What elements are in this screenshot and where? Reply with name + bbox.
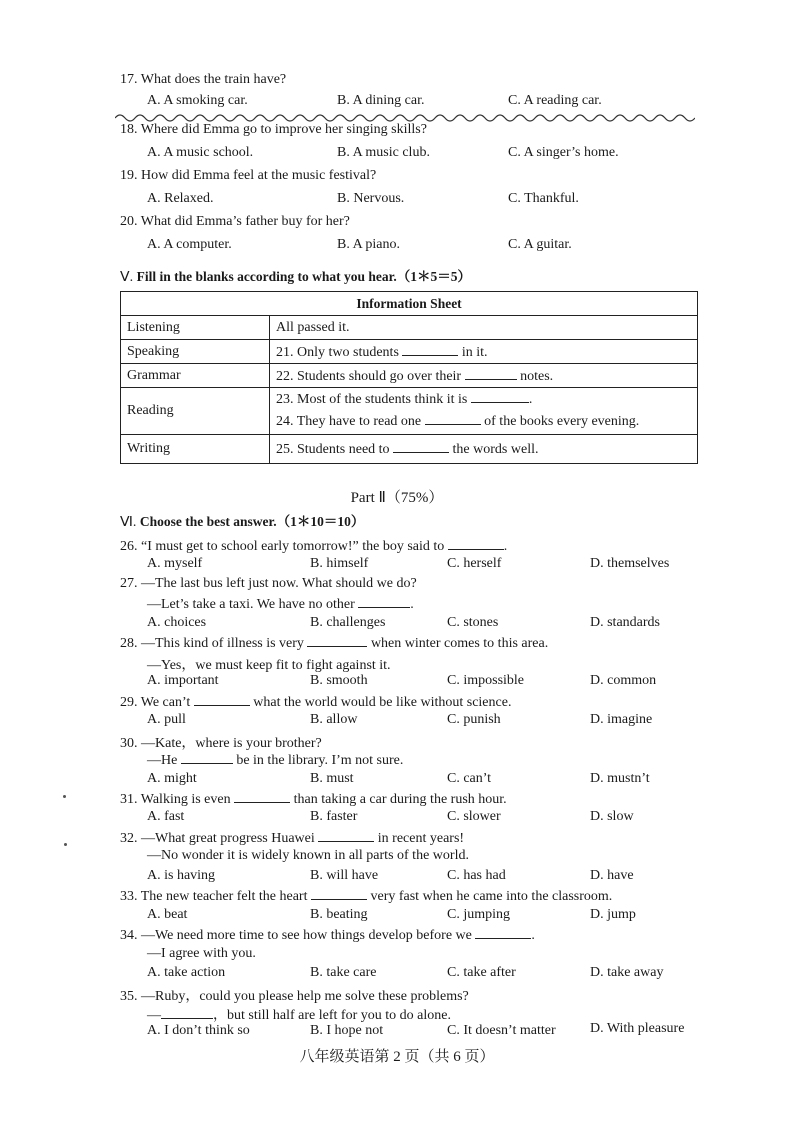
question-34-stem — [120, 926, 535, 944]
page-footer: 八年级英语第 2 页（共 6 页） — [299, 1049, 495, 1065]
question-32-response: —No wonder it is widely known in all parts of the world. — [147, 848, 469, 863]
scan-speck — [64, 843, 67, 846]
question-28-option-c: C. impossible — [447, 673, 525, 688]
table-row-speaking — [121, 340, 698, 364]
section-5-heading — [120, 265, 471, 286]
section-5-number: Ⅴ. — [120, 270, 134, 285]
question-31-option-c: C. slower — [447, 809, 501, 824]
question-33-option-c: C. jumping — [447, 907, 511, 922]
question-31-option-a: A. fast — [147, 809, 185, 824]
question-29-stem — [120, 693, 511, 711]
answer-blank[interactable] — [358, 595, 410, 608]
question-29-option-c: C. punish — [447, 712, 501, 727]
question-20-option-b: B. A piano. — [337, 237, 401, 252]
question-28-response: —Yes，we must keep fit to fight against it. — [147, 658, 391, 673]
question-18-option-b: B. A music club. — [337, 145, 430, 160]
question-20-option-a: A. A computer. — [147, 237, 232, 252]
question-31-stem — [120, 790, 507, 808]
question-20-option-c: C. A guitar. — [508, 237, 572, 252]
stem-text-end: in recent years! — [377, 831, 465, 846]
answer-blank[interactable] — [307, 634, 367, 647]
answer-blank-24[interactable] — [425, 412, 481, 425]
section-6-title: Choose the best answer.（1＊10＝10） — [139, 514, 365, 529]
answer-blank-25[interactable] — [393, 440, 449, 453]
stem-text: —He — [147, 753, 178, 768]
question-32-stem — [120, 829, 464, 847]
question-17-option-a: A. A smoking car. — [147, 93, 248, 108]
question-35-response — [147, 1004, 451, 1024]
question-33-option-a: A. beat — [147, 907, 188, 922]
question-29-option-b: B. allow — [310, 712, 358, 727]
question-35-option-b: B. I hope not — [310, 1023, 384, 1038]
stem-text-end: ，but still half are left for you to do alone. — [213, 1008, 451, 1023]
answer-blank[interactable] — [234, 790, 290, 803]
stem-text: —Let’s take a taxi. We have no other — [147, 597, 355, 612]
table-row-listening — [121, 316, 698, 340]
blank-suffix: of the books every evening. — [484, 414, 640, 429]
question-26-option-d: D. themselves — [590, 556, 670, 571]
stem-text: 31. Walking is even — [120, 792, 231, 807]
answer-blank[interactable] — [194, 693, 250, 706]
question-17-stem: 17. What does the train have? — [120, 72, 287, 87]
question-34-option-c: C. take after — [447, 965, 516, 980]
question-33-option-b: B. beating — [310, 907, 368, 922]
row-label: Speaking — [121, 340, 270, 364]
question-26-option-a: A. myself — [147, 556, 203, 571]
answer-blank[interactable] — [181, 751, 233, 764]
row-label: Grammar — [121, 364, 270, 388]
question-30-response — [147, 751, 403, 769]
blank-prefix: 22. Students should go over their — [276, 368, 462, 384]
answer-blank-21[interactable] — [402, 343, 458, 356]
part-2-heading: Part Ⅱ（75%） — [350, 490, 444, 506]
question-29-option-d: D. imagine — [590, 712, 653, 727]
table-row-writing — [121, 435, 698, 464]
stem-text-end: . — [503, 539, 508, 554]
question-34-response: —I agree with you. — [147, 946, 256, 961]
row-text — [270, 340, 698, 364]
question-30-stem: 30. —Kate，where is your brother? — [120, 736, 322, 751]
stem-text: 34. —We need more time to see how things develop before we — [120, 928, 472, 943]
question-32-option-a: A. is having — [147, 868, 216, 883]
row-text — [270, 388, 698, 435]
question-27-option-a: A. choices — [147, 615, 207, 630]
question-35-stem: 35. —Ruby，could you please help me solve these problems? — [120, 989, 469, 1004]
question-17-option-b: B. A dining car. — [337, 93, 425, 108]
question-28-stem — [120, 634, 548, 652]
question-32-option-b: B. will have — [310, 868, 379, 883]
answer-blank-22[interactable] — [465, 367, 517, 380]
question-26-option-c: C. herself — [447, 556, 502, 571]
blank-prefix: 21. Only two students — [276, 344, 399, 360]
question-19-option-a: A. Relaxed. — [147, 191, 214, 206]
section-6-heading — [120, 510, 364, 531]
stem-text-end: when winter comes to this area. — [370, 636, 549, 651]
question-35-option-c: C. It doesn’t matter — [447, 1023, 556, 1038]
row-text: All passed it. — [270, 316, 698, 340]
question-31-option-b: B. faster — [310, 809, 358, 824]
table-row-grammar — [121, 364, 698, 388]
question-34-option-a: A. take action — [147, 965, 226, 980]
section-6-number: Ⅵ. — [120, 515, 137, 530]
stem-text: 33. The new teacher felt the heart — [120, 889, 308, 904]
stem-text: 29. We can’t — [120, 695, 191, 710]
stem-text-end: be in the library. I’m not sure. — [236, 753, 404, 768]
question-19-option-b: B. Nervous. — [337, 191, 405, 206]
question-30-option-a: A. might — [147, 771, 197, 786]
stem-text-end: . — [410, 597, 414, 612]
question-31-option-d: D. slow — [590, 809, 634, 824]
question-26-option-b: B. himself — [310, 556, 369, 571]
blank-suffix: the words well. — [452, 442, 539, 457]
stem-text: 32. —What great progress Huawei — [120, 831, 315, 846]
blank-prefix: 23. Most of the students think it is — [276, 392, 468, 407]
question-34-option-b: B. take care — [310, 965, 377, 980]
row-text — [270, 435, 698, 464]
question-30-option-d: D. mustn’t — [590, 771, 650, 786]
question-27-option-b: B. challenges — [310, 615, 386, 630]
question-29-option-a: A. pull — [147, 712, 186, 727]
row-label: Writing — [121, 435, 270, 464]
question-33-option-d: D. jump — [590, 907, 636, 922]
question-35-option-a: A. I don’t think so — [147, 1023, 250, 1038]
stem-text-end: very fast when he came into the classroom. — [370, 889, 613, 904]
question-27-option-d: D. standards — [590, 615, 660, 630]
stem-text-end: . — [531, 928, 535, 943]
blank-prefix: 24. They have to read one — [276, 414, 422, 429]
stem-text: 26. “I must get to school early tomorrow!” the boy said to — [120, 539, 445, 554]
answer-blank[interactable] — [311, 887, 367, 900]
question-20-stem: 20. What did Emma’s father buy for her? — [120, 214, 350, 229]
question-30-option-b: B. must — [310, 771, 354, 786]
answer-blank[interactable] — [448, 537, 504, 550]
row-label: Reading — [121, 388, 270, 435]
question-19-option-c: C. Thankful. — [508, 191, 579, 206]
blank-prefix: 25. Students need to — [276, 442, 390, 457]
question-30-option-c: C. can’t — [447, 771, 492, 786]
question-18-stem: 18. Where did Emma go to improve her singing skills? — [120, 122, 427, 137]
row-label: Listening — [121, 316, 270, 340]
answer-blank[interactable] — [161, 1006, 213, 1019]
question-17-option-c: C. A reading car. — [508, 93, 602, 108]
table-row-reading — [121, 388, 698, 435]
question-27-option-c: C. stones — [447, 615, 499, 630]
question-27-response — [147, 595, 414, 613]
question-28-option-b: B. smooth — [310, 673, 368, 688]
question-19-stem: 19. How did Emma feel at the music festival? — [120, 168, 377, 183]
question-27-stem: 27. —The last bus left just now. What should we do? — [120, 576, 417, 591]
question-28-option-a: A. important — [147, 673, 219, 688]
stem-text: 28. —This kind of illness is very — [120, 636, 304, 651]
question-33-stem — [120, 887, 612, 905]
stem-text-end: what the world would be like without science. — [253, 695, 512, 710]
stem-text-end: than taking a car during the rush hour. — [293, 792, 507, 807]
blank-suffix: . — [528, 392, 533, 407]
question-28-option-d: D. common — [590, 673, 657, 688]
blank-suffix: notes. — [520, 368, 554, 384]
question-35-option-d: D. With pleasure — [590, 1021, 685, 1036]
blank-suffix: in it. — [461, 344, 488, 360]
question-34-option-d: D. take away — [590, 965, 664, 980]
information-sheet-table — [120, 291, 698, 464]
table-header: Information Sheet — [121, 292, 698, 316]
answer-blank[interactable] — [318, 829, 374, 842]
question-26-stem — [120, 537, 507, 555]
answer-blank-23[interactable] — [471, 390, 529, 403]
question-18-option-c: C. A singer’s home. — [508, 145, 619, 160]
section-5-title: Fill in the blanks according to what you hear.（1＊5＝5） — [136, 269, 471, 284]
question-18-option-a: A. A music school. — [147, 145, 254, 160]
stem-text: — — [147, 1008, 161, 1023]
scan-speck — [63, 795, 66, 798]
question-32-option-c: C. has had — [447, 868, 506, 883]
row-text — [270, 364, 698, 388]
question-32-option-d: D. have — [590, 868, 634, 883]
answer-blank[interactable] — [475, 926, 531, 939]
